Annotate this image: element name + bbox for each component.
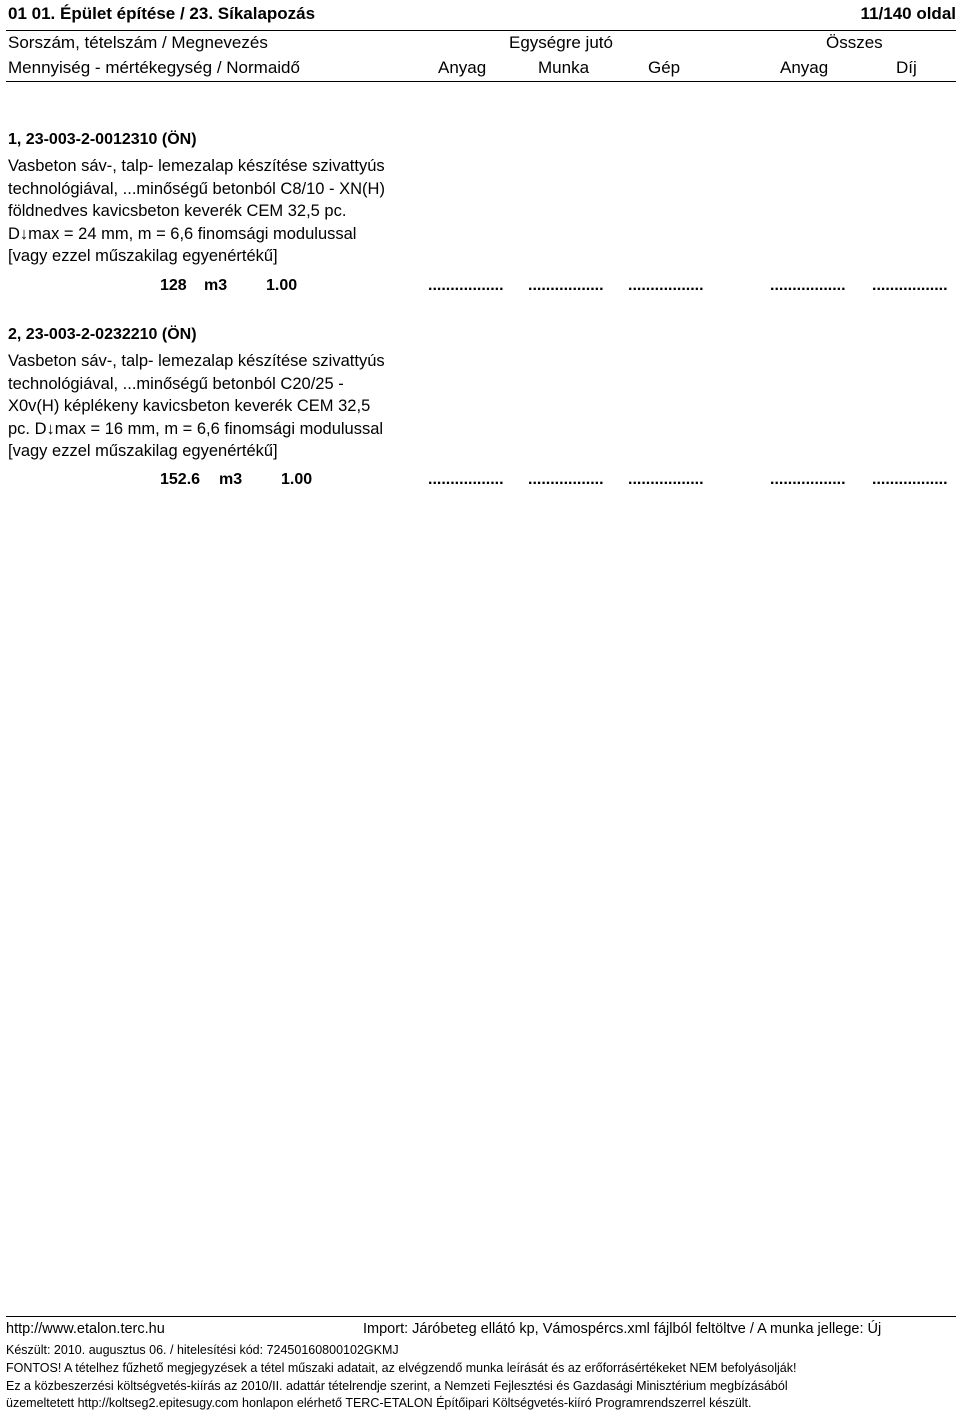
blank-fee: .................	[872, 277, 948, 294]
item-description: Vasbeton sáv-, talp- lemezalap készítése szivattyús technológiával, ...minőségű betonból C8/10 - XN(H) földnedves kavicsbeton keverék CEM 32,5 pc. D↓max = 24 mm, m = 6,6 finomsági modulussal [vagy ezzel műszakilag egyenértékű]	[8, 157, 385, 265]
blank-machine: .................	[628, 471, 704, 488]
header-divider	[6, 30, 956, 31]
item-quantity: 128	[160, 277, 187, 294]
column-header-description: Sorszám, tételszám / Megnevezés	[8, 33, 268, 52]
column-header-labor: Munka	[538, 58, 590, 77]
blank-machine: .................	[628, 277, 704, 294]
blank-labor: .................	[528, 471, 604, 488]
blank-material: .................	[428, 471, 504, 488]
footer-import: Import: Járóbeteg ellátó kp, Vámospércs.xml fájlból feltöltve / A munka jellege: Új	[363, 1321, 882, 1337]
footer-line1: Ez a közbeszerzési költségvetés-kiírás az 2010/II. adattár tételrendje szerint, a Nemzeti Fejlesztési és Gazdasági Minisztérium megbízásából	[6, 1379, 788, 1393]
footer-divider	[6, 1316, 956, 1317]
column-header-quantity: Mennyiség - mértékegység / Normaidő	[8, 58, 300, 77]
footer-url: http://www.etalon.terc.hu	[6, 1321, 165, 1337]
column-header-material-total: Anyag	[780, 58, 829, 77]
item-code: 2, 23-003-2-0232210 (ÖN)	[8, 326, 197, 343]
item-norm: 1.00	[281, 471, 313, 488]
footer-note: FONTOS! A tételhez fűzhető megjegyzések a tétel műszaki adatait, az elvégzendő munka leírását és az erőforrásértékeket NEM befolyásolják!	[6, 1361, 797, 1375]
item-norm: 1.00	[266, 277, 298, 294]
column-header-material: Anyag	[438, 58, 487, 77]
blank-material-total: .................	[770, 471, 846, 488]
blank-fee: .................	[872, 471, 948, 488]
page-title: 01 01. Épület építése / 23. Síkalapozás	[8, 4, 316, 23]
item-quantity: 152.6	[160, 471, 201, 488]
list-item	[8, 326, 448, 463]
column-header-unit-price: Egységre jutó	[509, 33, 613, 52]
list-item	[8, 131, 448, 268]
column-header-total: Összes	[826, 33, 883, 52]
footer-line2: üzemeltetett http://koltseg2.epitesugy.com honlapon elérhető TERC-ETALON Építőipari Költségvetés-kiíró Programrendszerrel készült.	[6, 1396, 752, 1410]
column-header-machine: Gép	[648, 58, 681, 77]
blank-material-total: .................	[770, 277, 846, 294]
item-unit: m3	[219, 471, 243, 488]
item-code: 1, 23-003-2-0012310 (ÖN)	[8, 131, 197, 148]
columns-divider	[6, 81, 956, 82]
blank-labor: .................	[528, 277, 604, 294]
blank-material: .................	[428, 277, 504, 294]
footer-created: Készült: 2010. augusztus 06. / hitelesítési kód: 72450160800102GKMJ	[6, 1343, 399, 1357]
item-description: Vasbeton sáv-, talp- lemezalap készítése szivattyús technológiával, ...minőségű betonból C20/25 - X0v(H) képlékeny kavicsbeton keverék CEM 32,5 pc. D↓max = 16 mm, m = 6,6 finomsági modulussal [vagy ezzel műszakilag egyenértékű]	[8, 352, 385, 460]
item-unit: m3	[204, 277, 228, 294]
column-header-fee: Díj	[896, 58, 917, 77]
page-number: 11/140 oldal	[860, 4, 956, 23]
